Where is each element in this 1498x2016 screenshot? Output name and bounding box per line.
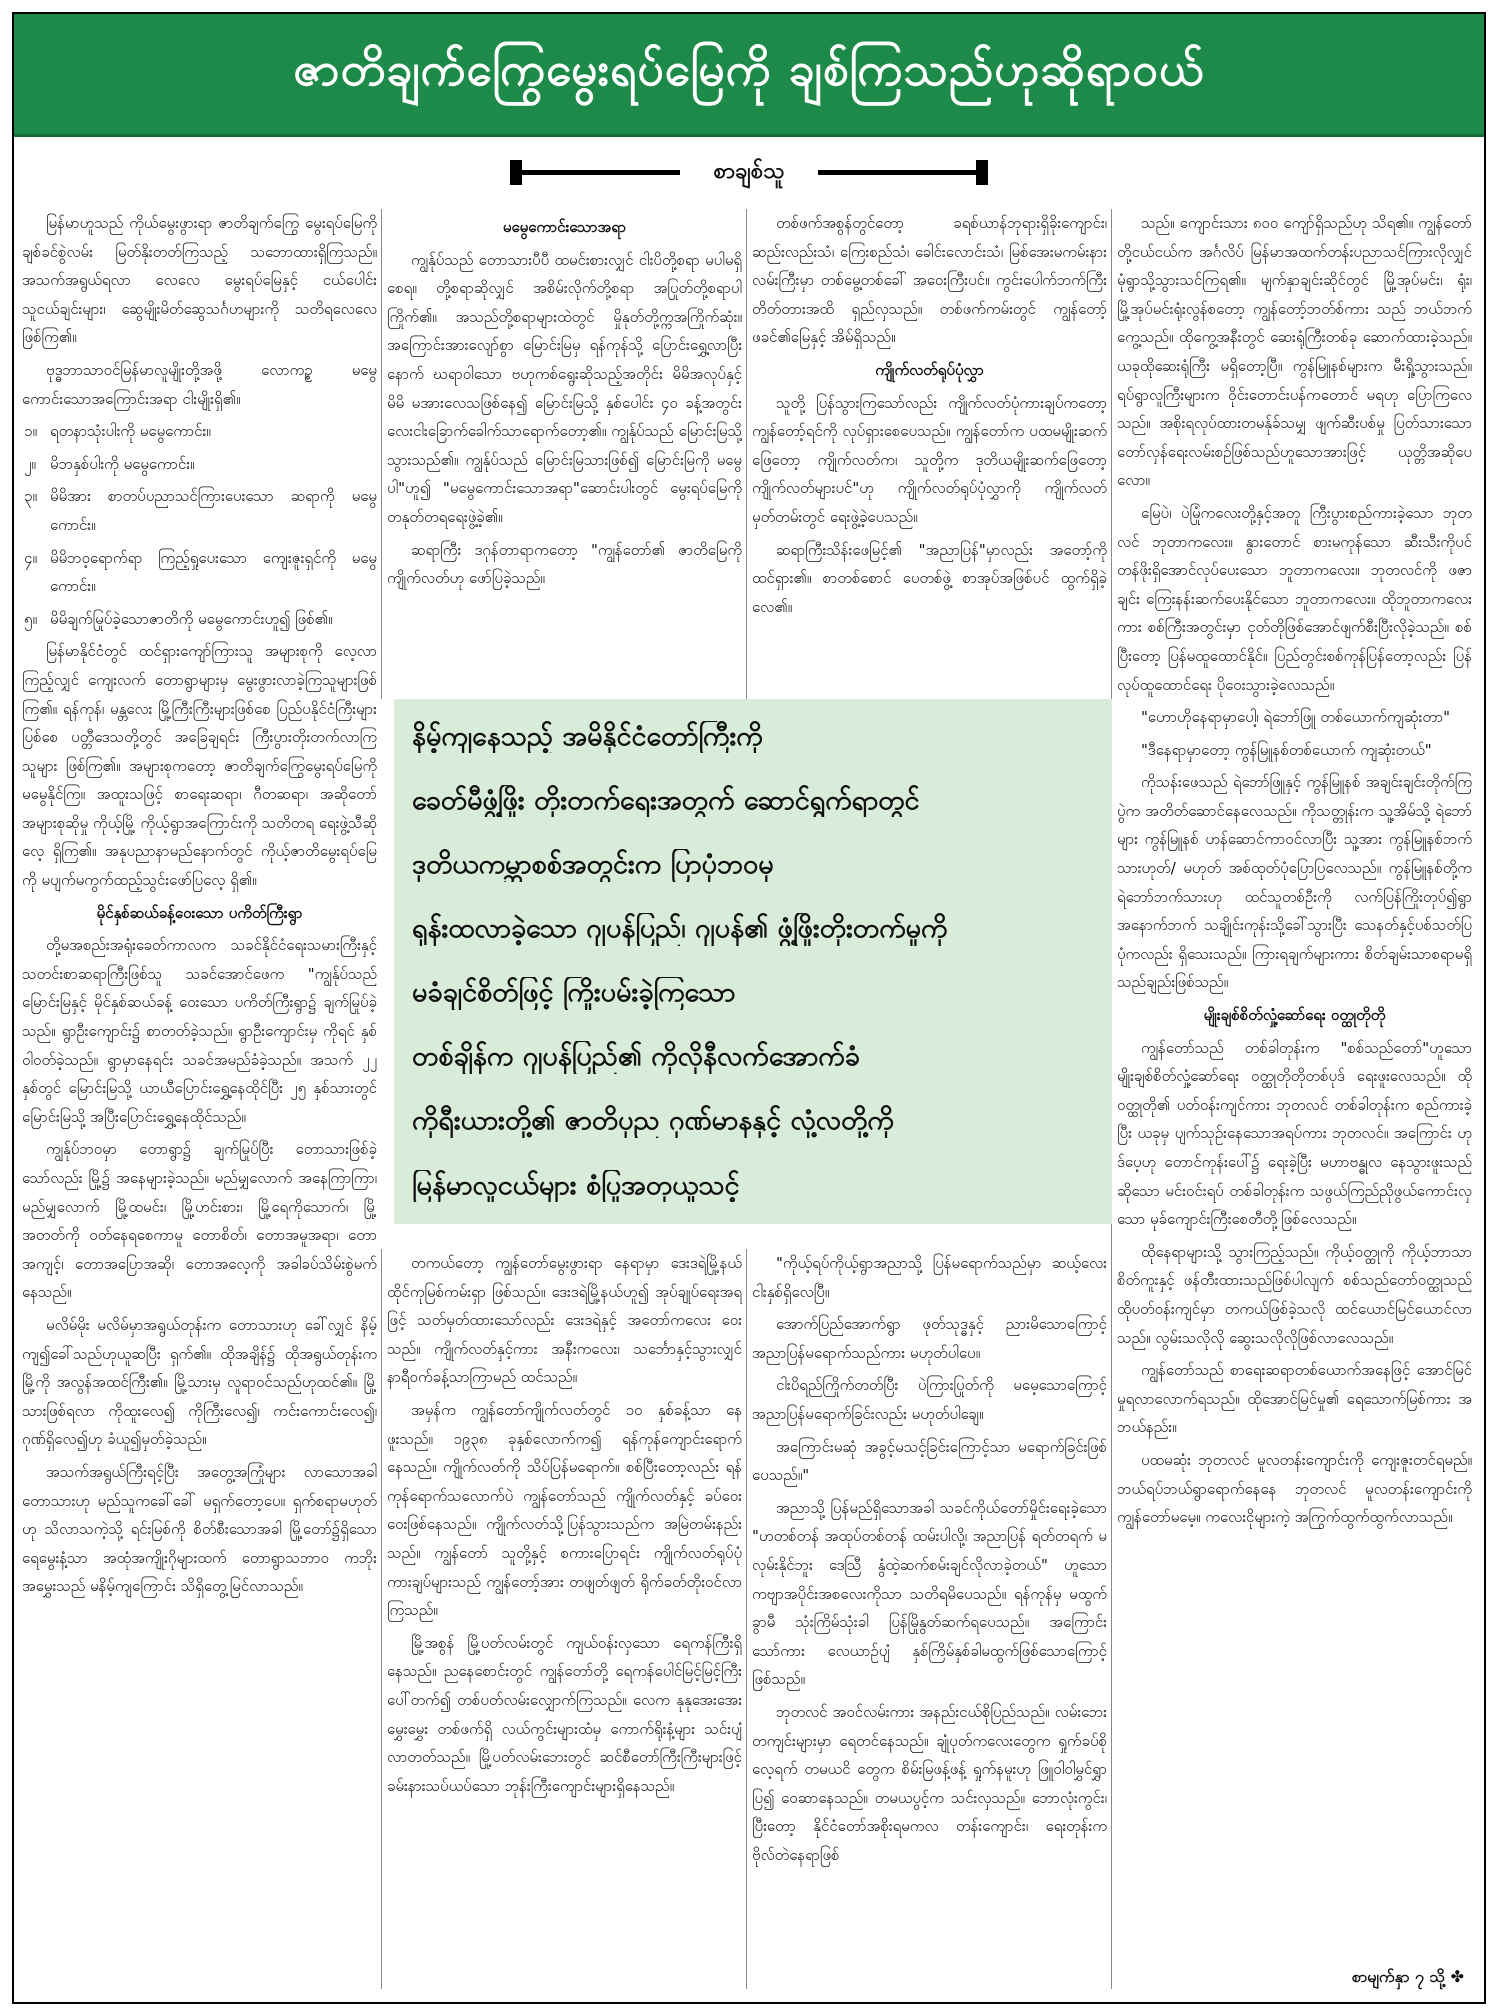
paragraph: မြို့အစွန် မြို့ပတ်လမ်းတွင် ကျယ်ဝန်းလှသော ရေကန်ကြီးရှိနေသည်။ ညနေစောင်းတွင် ကျွန်တော်တို့ ရေကန်ပေါင်မြင့်မြင့်ကြီးပေါ်တက်၍ တစ်ပတ်လမ်းလျှောက်ကြသည်။ လေက နုနုအေးအေးမွှေးမွှေး တစ်ဖက်ရှိ လယ်ကွင်းများထံမှ ကောက်ရိုးနံ့များ သင်းပျံ့လာတတ်သည်။ မြို့ပတ်လမ်းဘေးတွင် ဆင်စီတော်ကြီးကြီးများဖြင့် ခမ်းနားသပ်ယပ်သော ဘုန်းကြီးကျောင်းများရှိနေသည်။ [387,1633,742,1795]
paragraph: ဘုတလင် အဝင်လမ်းကား အနည်းငယ်စိုပြည်သည်။ လမ်းဘေးတကျင်းများမှာ ရေတင်နေသည်။ ချုံပုတ်ကလေးတွေက ရှုက်ခပ်စိုလေ့ရက် တမယငိ တွေက စိမ်းမြဖန့်ဖန့် ရှုက်နမူးဟု ဖြူဝါဝါမွှင်ရွှာပြ၍ ဝေဆာနေသည်။ တမယပွင့်က သင်းလှသည်။ ဘောလုံးကွင်း၊ ပြီးတော့ နိုင်ငံတော်အစိုးရမကလ တန်းကျောင်း၊ ရေးတုန်းက ဗိုလ်တဲနေရာဖြစ် [752,1702,1107,1864]
column-2-bottom [387,1249,742,1989]
paragraph: "ဟောဟိုနေရာမှာပေါ့၊ ရဲဘော်ဖြူ တစ်ယောက်ကျဆုံးတာ" [1141,708,1451,727]
pull-quote-line: ခေတ်မီဖွံ့ဖြိုး တိုးတက်ရေးအတွက် ဆောင်ရွက်ရာတွင် [412,785,920,817]
paragraph: ထိုနေရာများသို့ သွားကြည့်သည်။ ကိုယ့်ဝတ္ထုကို ကိုယ့်ဘာသာစိတ်ကူးနှင့် ဖန်တီးထားသည်ဖြစ်ပါလျက် စစ်သည်တော်ဝတ္ထုသည် ထိုပတ်ဝန်းကျင်မှာ တကယ်ဖြစ်ခဲ့သလို ထင်ယောင်မြင်ယောင်လာသည်။ လွမ်းသလိုလို ဆွေးသလိုလိုဖြစ်လာလေသည်။ [1117,1242,1472,1347]
column-2-top [387,209,742,699]
paragraph: တို့မအစည်းအရုံးခေတ်ကာလက သခင်နိုင်ငံရေးသမားကြီးနှင့် သတင်းစာဆရာကြီးဖြစ်သူ သခင်အောင်ဖေက "ကျွန်ုပ်သည် မြောင်းမြနှင့် မိုင်နှစ်ဆယ်ခန့် ဝေးသော ပကိတ်ကြီးရွာ၌ ချက်မြုပ်ခဲ့သည်။ ရွာဦးကျောင်း၌ စာတတ်ခဲ့သည်။ ရွာဦးကျောင်းမှ ကိုရင် နှစ်ဝါဝတ်ခဲ့သည်။ ရွာမှာနေရင်း သခင်အမည်ခံခဲ့သည်။ အသက် ၂၂ နှစ်တွင် မြောင်းမြသို့ ယာယီပြောင်းရွှေ့နေထိုင်ပြီး ၂၅ နှစ်သားတွင် မြောင်းမြသို့ အပြီးပြောင်းရွှေ့နေထိုင်သည်။ [22,936,377,1126]
paragraph: "ကိုယ့်ရပ်ကိုယ့်ရွာအညာသို့ ပြန်မရောက်သည်မှာ ဆယ့်လေးငါးနှစ်ရှိလေပြီ။ [752,1254,1107,1301]
headline-banner [14,14,1484,137]
paragraph: တကယ်တော့ ကျွန်တော်မွေးဖွားရာ နေရာမှာ ဒေးဒရဲမြို့နယ် ထိုင်ကုမြစ်ကမ်းရှာ ဖြစ်သည်။ ဒေးဒရဲမြို့နယ်ဟူ၍ အုပ်ချုပ်ရေးအရဖြင့် သတ်မှတ်ထားသော်လည်း ဒေးဒရဲနှင့် အတော်ကလေး ဝေးသည်။ ကျိုက်လတ်နှင့်ကား အနီးကလေး၊ သင်္ဘောနှင့်သွားလျှင် နာရီဝက်ခန့်သာကြာမည် ထင်သည်။ [387,1254,742,1387]
subheading: ကျိုက်လတ်ရုပ်ပုံလွှာ [875,360,984,379]
column-4 [1117,209,1472,1969]
paragraph: ကျွန်ုပ်သည် တောသားပီပီ ထမင်းစားလျှင် ငါးပိတို့စရာ မပါမရှိစေရ။ တို့စရာဆိုလျှင် အစိမ်းလိုက်တို့စရာ အပြုတ်တို့စရာပါ ကြိုက်၏။ အသည်တို့စရာများထဲတွင် မှိုနုတ်တို့က္ကအကြိုက်ဆုံး။ အကြောင်းအားလျော်စွာ မြောင်းမြမှ ရန်ကုန်သို့ ပြောင်းရွှေ့လာပြီးနောက် ဃရာဝါသော ဗဟုကစ်ရွေးဆိုသည့်အတိုင်း မိမိအလုပ်နှင့်မိမိ မအားလေသဖြစ်နေ၍ မြောင်းမြသို့ နှစ်ပေါင်း ၄၀ ခန့်အတွင်း လေးငါးခြောက်ခေါက်သာရောက်တော့၏။ ကျွန်ုပ်သည် မြောင်းမြသို့ သွားသည်၏။ ကျွန်ုပ်သည် မြောင်းမြသားဖြစ်၍ မြောင်းမြကို မမွေပါ"ဟူ၍ "မမွေကောင်းသောအရာ"ဆောင်းပါးတွင် မွေးရပ်မြေကို တနုတ်တရရေးဖွဲ့ခဲ့၏။ [387,250,742,526]
pull-quote-line: ဒုတိယကမ္ဘာစစ်အတွင်းက ပြာပုံဘဝမှ [412,849,774,881]
paragraph: "ဒီနေရာမှာတော့ ကွန်မြူနစ်တစ်ယောက် ကျဆုံးတယ်" [1141,740,1432,759]
column-divider [381,1249,382,1989]
column-divider [746,209,747,699]
column-divider [746,1249,747,1989]
paragraph: ဗုဒ္ဓဘာသာဝင်မြန်မာလူမျိုးတို့အဖို့ လောကဥ္စ မမွေကောင်းသောအကြောင်းအရာ ငါးမျိုးရှိ၏။ [22,360,377,408]
author-name: စာချစ်သူ [713,158,785,184]
paragraph: အသက်အရွယ်ကြီးရင့်ပြီး အတွေ့အကြုံများ လာသောအခါ တောသားဟု မည်သူကခေါ်ခေါ် မရှက်တော့ပေ။ ရှက်စရာမဟုတ်ဟု သိလာသကဲ့သို့ ရင်းမြစ်ကို စိတ်စီးသောအခါ မြို့တော်၌ရှိသော ရေမွေးနံ့သာ အထုံအကျိုးဂိုများထက် တောရွာသဘာဝ ကဘိုးအမွှေးသည် မနိမ့်ကျကြောင်း သိရှိတွေ့မြင်လာသည်။ [22,1462,377,1596]
pull-quote-line: ကိုရီးယားတို့၏ ဇာတိပုည ဂုဏ်မာနနှင့် လုံ့လတို့ကို [412,1105,894,1137]
byline-rule-right [818,170,988,175]
subheading: မိုင်နှစ်ဆယ်ခန့်ဝေးသော ပကိတ်ကြီးရွာ [96,903,303,922]
paragraph: ကျွန်တော်သည် စာရေးဆရာတစ်ယောက်အနေဖြင့် အောင်မြင်မှုရလာလောက်ရသည်။ ထိုအောင်မြင်မှု၏ ရေသောက်မြစ်ကား အဘယ်နည်း။ [1117,1361,1472,1437]
pull-quote-line: မခံချင်စိတ်ဖြင့် ကြိုးပမ်းခဲ့ကြသော [412,977,736,1009]
paragraph: ကျွန်ုပ်ဘဝမှာ တောရွာ၌ ချက်မြုပ်ပြီး တောသားဖြစ်ခဲ့သော်လည်း မြို့၌ အနေများခဲ့သည်။ မည်မျှလောက် အနေကြာကြာ၊ မည်မျှလောက် မြို့ထမင်း၊ မြို့ဟင်းစား၊ မြို့ရေကိုသောက်၊ မြို့အတတ်ကို ဝတ်နေရစေကာမူ တောစိတ်၊ တောအမူအရာ၊ တောအကျင့်၊ တောအပြောအဆို၊ တောအလေ့ကို အခါခပ်သိမ်းစွဲမက်နေသည်။ [22,1140,377,1302]
paragraph: သူတို့ ပြန်သွားကြသော်လည်း ကျိုက်လတ်ပုံကားချပ်ကတော့ ကျွန်တော့်ရင်ကို လုပ်ရှားစေပေသည်။ ကျွန်တော်က ပထမမျိုးဆက်ဖြေတော့ ကျိုက်လတ်က၊ သူတို့က ဒုတိယမျိုးဆက်ဖြေတော့ ကျိုက်လတ်များပင်"ဟု ကျိုက်လတ်ရုပ်ပုံလွှာကို ကျိုက်လတ်မှတ်တမ်းတွင် ရေးဖွဲ့ခဲ့ပေသည်။ [752,393,1107,526]
pull-quote-box [394,699,1112,1224]
list-item: ၄။ မိမိဘဝ့ရောက်ရာ ကြည့်ရှုပေးသော ကျေးဇူးရှင်ကို မမွေကောင်း။ [24,548,377,596]
list-item: ၂။ မိဘနှစ်ပါးကို မမွေကောင်း။ [24,454,195,473]
pull-quote-line: ရုန်းထလာခဲ့သော ဂျပန်ပြည်၊ ဂျပန်၏ ဖွံ့ဖြိုးတိုးတက်မှုကို [412,913,948,945]
paragraph: ငါးပိရည်ကြိုက်တတ်ပြီး ပဲကြားပြုတ်ကို မမေ့သောကြောင့် အညာပြန်မရောက်ခြင်းလည်း မဟုတ်ပါချေ။ [752,1376,1107,1423]
article-frame [12,12,1486,2004]
pull-quote-line: နိမ့်ကျနေသည့် အမိနိုင်ငံတော်ကြီးကို [412,721,763,752]
paragraph: ကျွန်တော်သည် တစ်ခါတုန်းက "စစ်သည်တော်"ဟူသော မျိုးချစ်စိတ်လှုံ့ဆော်ရေး ဝတ္ထုတိုတိုတစ်ပုဒ် ရေးဖူးလေသည်။ ထိုဝတ္ထုတို၏ ပတ်ဝန်းကျင်ကား ဘုတလင် တစ်ခါတုန်းက စည်ကားခဲ့ပြီး ယခုမှ ပျက်သုဉ်းနေသောအရပ်ကား ဘုတလင်။ အကြောင်း ဟုဒ်ပေ့ဟု တောင်ကုန်းပေါ်၌ ရေးခဲ့ပြီး မဟာဗန္ဓုလ နေသွားဖူးသည်ဆိုသော မင်းဝင်းရပ် တစ်ခါတုန်းက သဖွယ်ကြည်ညိုဖွယ်ကောင်းလှသော မုခ်ကျောင်းကြီးစေတီတို့ဖြစ်လေသည်။ [1117,1038,1472,1229]
paragraph: မလိမ်မိုး မလိမ်မှာအရွယ်တုန်းက တောသားဟု ခေါ်လျှင် နိမ့်ကျ၍ခေါ်သည်ဟုယူဆပြီး ရှက်၏။ ထိုအချိန်၌ ထိုအရွယ်တုန်းက မြို့ကို အလွန်အထင်ကြီး၏။ မြို့သားမှ လူရာဝင်သည်ဟုထင်၏။ မြို့သားဖြစ်ရလာ ကိုထူးလေ၍ ကိုကြီးလေ၍၊ ကင်းကောင်းလေ၍၊ ဂုဏ်ရှိလေ၍ဟု ခံယူ၍မှတ်ခဲ့သည်။ [22,1315,377,1449]
paragraph: တစ်ဖက်အစွန်တွင်တော့ ခရစ်ယာန်ဘုရားရှိခိုးကျောင်း၊ ဆည်းလည်းသံ၊ ကြေးစည်သံ၊ ခေါင်းလောင်းသံ၊ မြစ်အေးမကမ်းနားလမ်းကြီးမှာ တစ်မွေ့တစ်ခေါ် အဝေးကြီးပင်။ ကွင်းပေါက်ဘက်ကြီးတိတ်တားအထိ ရှည်လှသည်။ တစ်ဖက်ကမ်းတွင် ကျွန်တော့်ဖခင်၏မြေနှင့် အိမ်ရှိသည်။ [752,214,1107,347]
paragraph: အောက်ပြည်အောက်ရွာ ဖုတ်သုဒ္ဓနှင့် ညားမိသောကြောင့် အညာပြန်မရောက်သည်ကား မဟုတ်ပါပေ။ [752,1315,1107,1362]
paragraph: အမှန်က ကျွန်တော်ကျိုက်လတ်တွင် ၁၀ နှစ်ခန့်သာ နေဖူးသည်။ ၁၉၃၈ ခုနှစ်လောက်က၍ ရန်ကုန်ကျောင်းရောက်နေသည်။ ကျိုက်လတ်ကို သိပ်ပြန်မရောက်။ စစ်ပြီးတော့လည်း ရန်ကုန်ရောက်သလောက်ပဲ ကျွန်တော်သည် ကျိုက်လတ်နှင့် ခပ်ဝေးဝေးဖြစ်နေသည်။ ကျိုက်လတ်သို့ပြန်သွားသည်က အမြဲတမ်းနည်းသည်။ ကျွန်တော် သူတို့နှင့် စကားပြောရင်း ကျိုက်လတ်ရုပ်ပုံကားချပ်များသည် ကျွန်တော့်အား တဖျတ်ဖျတ် ရိုက်ခတ်တိုးဝင်လာကြသည်။ [387,1400,742,1620]
paragraph: အညာသို့ ပြန်မည်ရှိသောအခါ သခင်ကိုယ်တော်မှိုင်းရေးခဲ့သော "ဟတစ်တန် အထုပ်တစ်တန် ထမ်းပါလို့၊ အညာပြန် ရတ်တရက် မလုမ်းနိုင်ဘူး ဒေသြီ နွံထဲ့ဆက်စမ်းချင်လိုလာခဲ့တယ်" ဟူသော ကဗျာအပိုင်းအစလေးကိုသာ သတိရမိပေသည်။ ရန်ကုန်မှ မထွက်ခွာမီ သုံးကြိမ်သုံးခါ ပြန်မြိုနွတ်ဆက်ရပေသည်။ အကြောင်းသော်ကား လေယာဉ်ပျံ နှစ်ကြိမ်နှစ်ခါမထွက်ဖြစ်သောကြောင့်ဖြစ်သည်။ [752,1498,1107,1689]
subheading: မျိုးချစ်စိတ်လှုံ့ဆော်ရေး ဝတ္ထုတိုတို [1203,1006,1386,1025]
pull-quote-line: တစ်ချိန်က ဂျပန်ပြည်၏ ကိုလိုနီလက်အောက်ခံ [412,1041,860,1073]
list-item: ၃။ မိမိအား စာတပ်ပညာသင်ကြားပေးသော ဆရာကို မမွေကောင်း။ [24,487,377,534]
byline [14,154,1484,190]
paragraph: မြေပဲ၊ ပဲမြုံကလေးတို့နှင့်အတူ ကြီးပွားစည်ကားခဲ့သော ဘုတလင် ဘုတာကလေး။ နွားတောင် စားမကုန်သော ဆီးသီးကိုပင် တန်ဖိုးရှိအောင်လုပ်ပေးသော ဘူတာကလေး။ ဘုတလင်ကို ဖဇာချင်း ကြေးနန်းဆက်ပေးနိုင်သော ဘူတာကလေး။ ထိုဘူတာကလေးကား စစ်ကြီးအတွင်းမှာ ငုတ်တိုဖြစ်အောင်ဖျက်စီးပြီးလိုခဲ့သည်။ စစ်ပြီးတော့ ပြန်မထူထောင်နိုင်။ ပြည်တွင်းစစ်ကုန်ပြန်တော့လည်း ပြန်လုပ်ထူထောင်ရေး ပိုဝေးသွားခဲ့လေသည်။ [1117,503,1472,694]
paragraph: မြန်မာဟူသည် ကိုယ်မွေးဖွားရာ ဇာတိချက်ကြွေ မွေးရပ်မြေကို ချစ်ခင်စွဲလမ်း မြတ်နိုးတတ်ကြသည့် သဘောထားရှိကြသည်။ အသက်အရွယ်ရလာ လေလေ မွေးရပ်မြေနှင့် ငယ်ပေါင်းသူငယ်ချင်းများ၊ ဆွေမျိုးမိတ်ဆွေသင်္ဂဟများကို သတိရလေလေ ဖြစ်ကြ၏။ [22,214,377,347]
paragraph: အကြောင်းမဆုံ အခွင့်မသင့်ခြင်းကြောင့်သာ မရောက်ခြင်းဖြစ်ပေသည်။" [752,1437,1107,1485]
paragraph: ဆရာကြီးသိန်းဖေမြင့်၏ "အညာပြန်"မှာလည်း အတော့်ကိုထင်ရှား၏။ စာတစ်စောင် ပေတစ်ဖွဲ့ စာအုပ်အဖြစ်ပင် ထွက်ရှိခဲ့လေ၏။ [752,540,1107,616]
list-item: ၅။ မိမိချက်မြုပ်ခဲ့သောဇာတိကို မမွေကောင်းဟူ၍ ဖြစ်၏။ [24,609,333,628]
subheading: မမွေကောင်းသောအရာ [502,218,627,236]
column-3-bottom [752,1249,1107,1989]
paragraph: မြန်မာနိုင်ငံတွင် ထင်ရှားကျော်ကြားသူ အများစုကို လေ့လာကြည့်လျှင် ကျေးလက် တောရွာများမှ မွေးဖွားလာခဲ့ကြသူများဖြစ်ကြ၏။ ရန်ကုန်၊ မန္တလေး မြို့ကြီးကြီးများဖြစ်စေ ပြည်ပနိုင်ငံကြီးများပြစ်စေ ပတ္တီဒေသတို့တွင် အခြေချရင်း ကြီးပွားတိုးတက်လာကြသူများ ဖြစ်ကြ၏။ အများစုကတော့ ဇာတိချက်ကြွေမွေးရပ်မြေကို မမွေနိုင်ကြ။ အထူးသဖြင့် စာရေးဆရာ၊ ဂီတဆရာ၊ အဆိုတော်အများစုဆိုမှု ကိုယ့်မြို့ ကိုယ့်ရွာအကြောင်းကို သတိတရ ရေးဖွဲ့သီဆိုလေ့ ရှိကြ၏။ အနုပညာနာမည်နောက်တွင် ကိုယ့်ဇာတိမွေးရပ်မြေကို မပျက်မကွက်ထည့်သွင်းဖော်ပြလေ့ ရှိ၏။ [22,642,377,890]
headline-text: ဇာတိချက်ကြွေမွေးရပ်မြေကို ချစ်ကြသည်ဟုဆိုရာဝယ် [293,41,1205,96]
paragraph: သည်။ ကျောင်းသား ၈၀၀ ကျော်ရှိသည်ဟု သိရ၏။ ကျွန်တော်တို့ငယ်ငယ်က အင်္ဂလိပ် မြန်မာအထက်တန်းပညာသင်ကြားလိုလျှင် မုံရွာသို့သွားသင်ကြရ၏။ မျက်နှာချင်းဆိုင်တွင် မြို့အုပ်မင်း၊ ရုံး၊ မြို့အုပ်မင်းရုံးလွန်စတော့ ကျွန်တော့်ဘတ်စ်ကား သည် ဘယ်ဘက်ကွေ့သည်။ ထိုကွေ့အနီးတွင် ဆေးရုံကြီးတစ်ခု ဆောက်ထားခဲ့သည်။ ယခုထိုဆေးရုံကြီး မရှိတော့ပြီ။ ကွန်မြူနစ်များက မီးရှို့သွားသည်။ ရပ်ရွာလူကြီးများက ဝိုင်းတောင်းပန်ကတောင် မရဟု ပြောကြလေသည်။ အစိုးရလုပ်ထားတမန်ုခ်သမျှ ဖျက်ဆီးပစ်မှု ပြတ်သားသော တော်လှန်ရေးလမ်းစဉ်ဖြစ်သည်ဟူသောအားဖြင့် ယုတ္တိအဆိုပေလော။ [1117,214,1472,490]
paragraph: ကိုသန်းဖေသည် ရဲဘော်ဖြူနှင့် ကွန်မြူနစ် အချင်းချင်းတိုက်ကြပွဲက အတိတ်ဆောင်နေလေသည်။ ကိုသတ္တုန်းက သူ့အိမ်သို့ ရဲဘော်များ ကွန်မြူနစ် ဟန်ဆောင်ကာဝင်လာပြီး သူ့အား ကွန်မြူနစ်ဘက်သားဟုတ်/ မဟုတ် အစ်ထုတ်ပုံပြောပြလေသည်။ ကွန်မြူနစ်တို့က ရဲဘော်ဘက်သားဟု ထင်သူတစ်ဦးကို လက်ပြန်ကြိုးတုပ်၍ရွာအနောက်ဘက် သချိုင်းကုန်းသို့ခေါ်သွားပြီး သေနတ်နှင့်ပစ်သတ်ပြပုံကလည်း ရှိသေးသည်။ ကြားရချက်များကား စိတ်ချမ်းသာစရာမရှိသည်ချည်းဖြစ်သည်။ [1117,773,1472,992]
byline-rule-left [510,170,680,175]
continued-on-page-note: စာမျက်နှာ ၇ သို့ ✤ [1351,1967,1464,1986]
paragraph: ဆရာကြီး ဒဂုန်တာရာကတော့ "ကျွန်တော်၏ ဇာတိမြေကို ကျိုက်လတ်ဟု ဖော်ပြခဲ့သည်။ [387,540,742,588]
column-1 [22,209,377,1989]
paragraph: ပထမဆုံး ဘုတလင် မူလတန်းကျောင်းကို ကျေးဇူးတင်ရမည်။ ဘယ်ရပ်ဘယ်ရွာရောက်နေနေ ဘုတလင် မူလတန်းကျောင်းကို ကျွန်တော်မမေ့။ ကလေးငိုများကဲ့ အကြွက်ထွက်ထွက်လာသည်။ [1117,1450,1472,1527]
pull-quote-line: မြန်မာလူငယ်များ စံပြုအတုယူသင့် [412,1169,740,1201]
list-item: ၁။ ရတနာသုံးပါးကို မမွေကောင်း။ [24,422,211,441]
column-divider [381,209,382,699]
column-3-top [752,209,1107,699]
